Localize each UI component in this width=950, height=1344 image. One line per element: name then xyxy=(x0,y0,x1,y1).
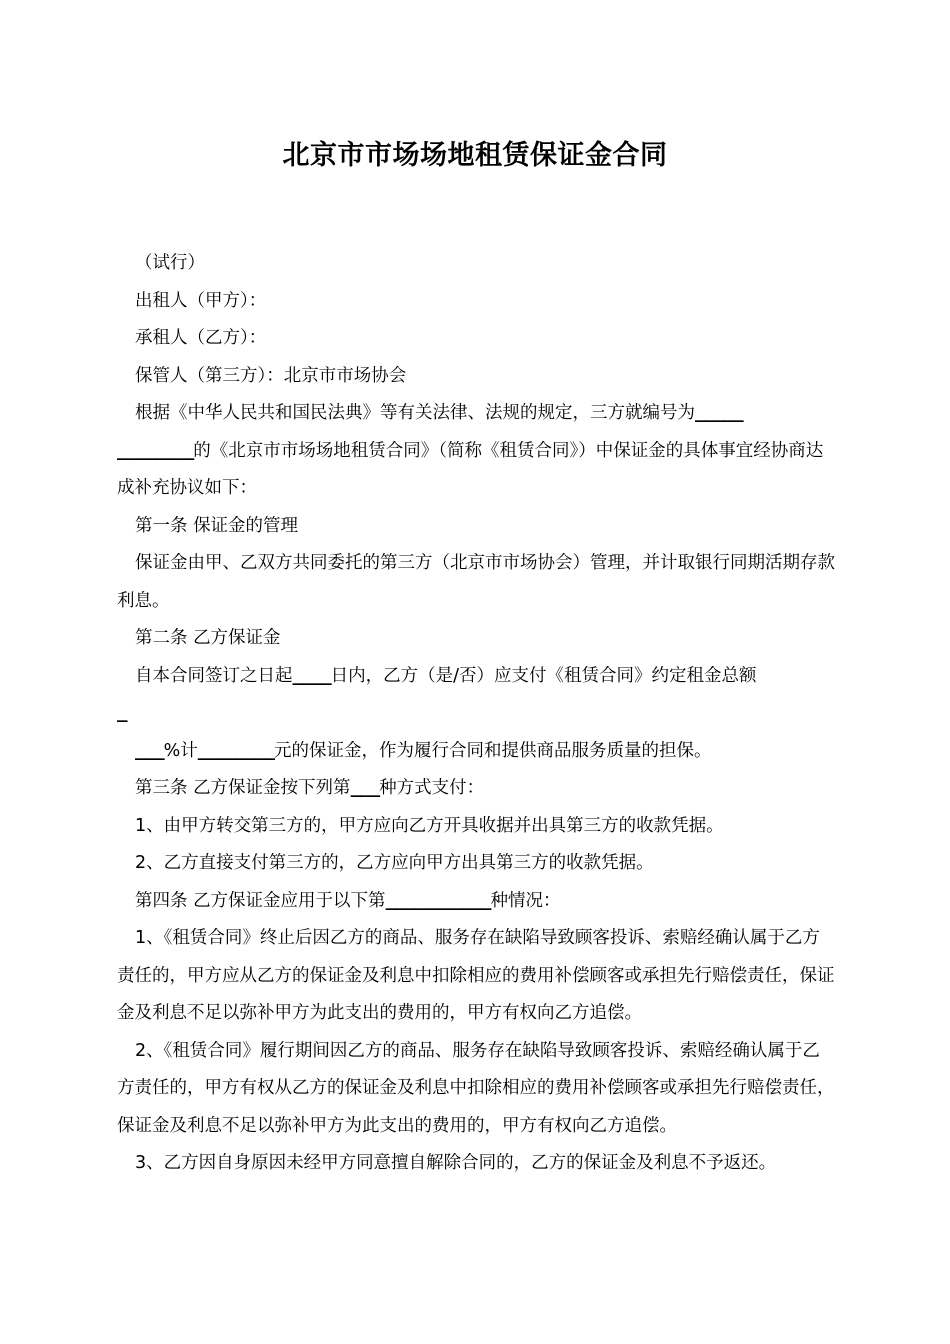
article2-text-2: 日内，乙方（是/否）应支付《租赁合同》约定租金总额 xyxy=(330,665,757,686)
lessor-line: 出租人（甲方）： xyxy=(135,290,267,311)
article4-heading-1: 第四条 乙方保证金应用于以下第 xyxy=(135,890,386,911)
article2-text-continued xyxy=(117,733,837,771)
intro-text-1: 根据《中华人民共和国民法典》等有关法律、法规的规定，三方就编号为 xyxy=(135,403,695,423)
intro-paragraph xyxy=(117,395,837,508)
article4-item-2: 2、《租赁合同》履行期间因乙方的商品、服务存在缺陷导致顾客投诉、索赔经确认属于乙方责任的，甲方有权从乙方的保证金及利息中扣除相应的费用补偿顾客或承担先行赔偿责任，保证金及利息不足以弥补甲方为此支出的费用的，甲方有权向乙方追偿。 xyxy=(117,1040,835,1136)
document-body xyxy=(117,245,837,1183)
usage-case-blank: ___________ xyxy=(385,890,491,911)
article2-text xyxy=(117,658,837,733)
amount-blank: ________ xyxy=(197,740,275,761)
percent-blank-start: _ xyxy=(117,703,127,723)
article4-heading-2: 种情况： xyxy=(490,890,561,911)
lessee-line: 承租人（乙方）： xyxy=(135,328,267,348)
intro-text-2: 的《北京市市场场地租赁合同》（简称《租赁合同》）中保证金的具体事宜经协商达成补充协议如下： xyxy=(117,440,824,498)
article2-text-3: %计 xyxy=(163,740,198,761)
payment-method-blank: ___ xyxy=(350,778,380,798)
article4-heading xyxy=(117,883,837,921)
days-blank: ____ xyxy=(292,665,331,686)
article2-text-4: 元的保证金，作为履行合同和提供商品服务质量的担保。 xyxy=(274,740,712,761)
custodian-line: 保管人（第三方）：北京市市场协会 xyxy=(135,365,407,386)
article1-heading: 第一条 保证金的管理 xyxy=(135,515,299,536)
trial-note: （试行） xyxy=(135,253,205,273)
article4-item-1: 1、《租赁合同》终止后因乙方的商品、服务存在缺陷导致顾客投诉、索赔经确认属于乙方责任的，甲方应从乙方的保证金及利息中扣除相应的费用补偿顾客或承担先行赔偿责任，保证金及利息不足以弥补甲方为此支出的费用的，甲方有权向乙方追偿。 xyxy=(117,928,835,1023)
article3-heading-2: 种方式支付： xyxy=(379,778,485,798)
article3-item-2: 2、乙方直接支付第三方的，乙方应向甲方出具第三方的收款凭据。 xyxy=(135,853,654,873)
contract-number-blank-1: _____ xyxy=(695,403,743,423)
article3-item-1: 1、由甲方转交第三方的，甲方应向乙方开具收据并出具第三方的收款凭据。 xyxy=(135,815,724,836)
article3-heading xyxy=(117,770,837,808)
article3-heading-1: 第三条 乙方保证金按下列第 xyxy=(135,778,351,798)
article2-text-1: 自本合同签订之日起 xyxy=(135,665,293,686)
article4-item-3: 3、乙方因自身原因未经甲方同意擅自解除合同的，乙方的保证金及利息不予返还。 xyxy=(135,1153,777,1173)
percent-blank: ___ xyxy=(135,740,164,761)
contract-number-blank-2: ________ xyxy=(117,440,194,461)
article2-heading: 第二条 乙方保证金 xyxy=(135,628,281,648)
document-title: 北京市市场场地租赁保证金合同 xyxy=(282,140,668,171)
article1-text: 保证金由甲、乙双方共同委托的第三方（北京市市场协会）管理，并计取银行同期活期存款利息。 xyxy=(117,553,835,611)
